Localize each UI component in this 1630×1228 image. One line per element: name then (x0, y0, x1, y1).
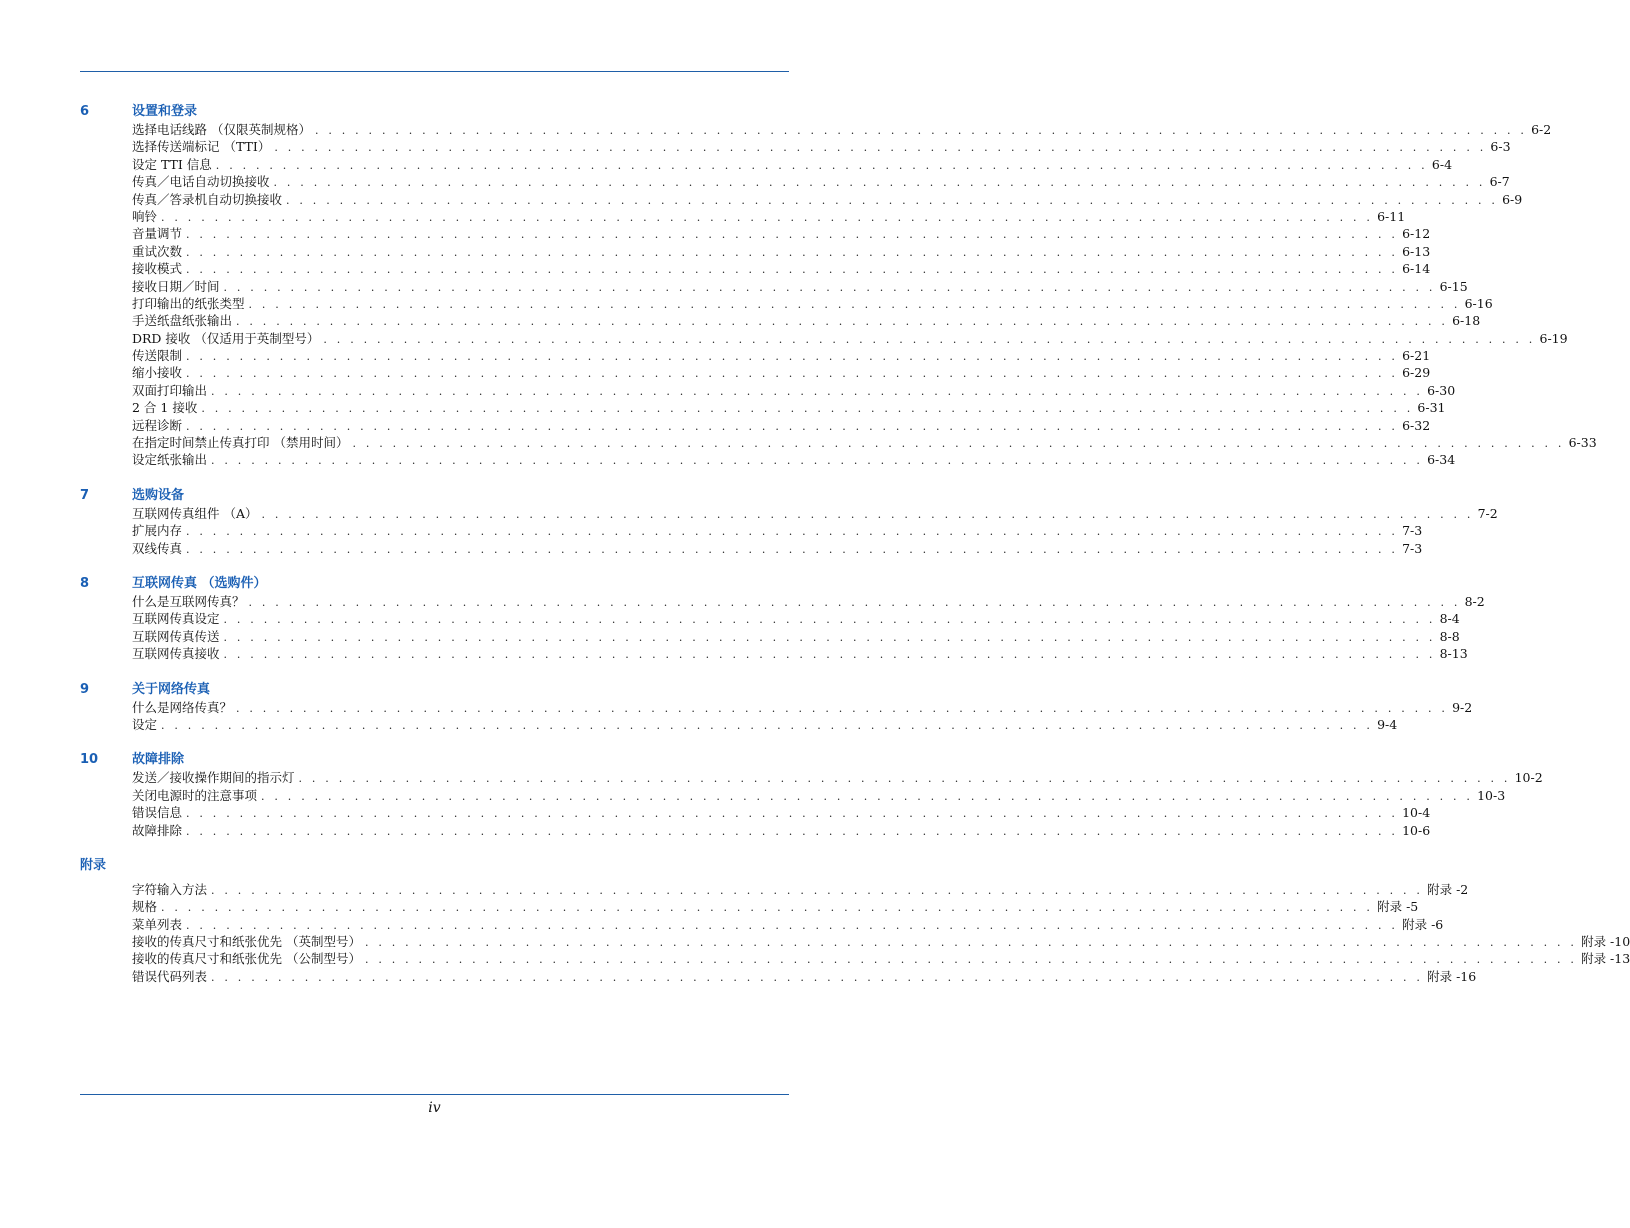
toc-entry-page: 6-9 (1502, 191, 1523, 207)
toc-entry[interactable] (132, 191, 1523, 208)
dot-leader: . . . . . . . . . . . . . . . . . . . . . . . . . . . . . . . . . . . . . . . . . . . . . . . . . . . . . . . . . . . . . . . . . . . . . . . . . . . . . . . . . . . . . . . . . . . (314, 124, 1528, 137)
toc-entry[interactable] (132, 716, 1398, 733)
toc-entry[interactable] (132, 278, 1468, 295)
toc-entry-title: 选择传送端标记 （TTI） (132, 139, 271, 155)
section-heading (80, 856, 759, 875)
toc-entry-page: 6-19 (1539, 330, 1568, 346)
dot-leader: . . . . . . . . . . . . . . . . . . . . . . . . . . . . . . . . . . . . . . . . . . . . . . . . . . . . . . . . . . . . . . . . . . . . . . . . . . . . . . . . . . . . . . . . . . . (201, 402, 1414, 416)
dot-leader: . . . . . . . . . . . . . . . . . . . . . . . . . . . . . . . . . . . . . . . . . . . . . . . . . . . . . . . . . . . . . . . . . . . . . . . . . . . . . . . . . . . . . . . . . . . (211, 454, 1424, 468)
toc-section (80, 856, 1630, 985)
section-heading (80, 102, 759, 121)
toc-entry-page: 8-2 (1464, 593, 1485, 609)
toc-entry-page: 6-16 (1464, 295, 1493, 311)
dot-leader: . . . . . . . . . . . . . . . . . . . . . . . . . . . . . . . . . . . . . . . . . . . . . . . . . . . . . . . . . . . . . . . . . . . . . . . . . . . . . . . . . . . . . . . . . . . (236, 315, 1449, 329)
toc-entry[interactable] (132, 593, 1485, 610)
dot-leader: . . . . . . . . . . . . . . . . . . . . . . . . . . . . . . . . . . . . . . . . . . . . . . . . . . . . . . . . . . . . . . . . . . . . . . . . . . . . . . . . . . . . . . . . . . . (298, 772, 1511, 786)
toc-entry-title: 菜单列表 (132, 916, 183, 932)
dot-leader: . . . . . . . . . . . . . . . . . . . . . . . . . . . . . . . . . . . . . . . . . . . . . . . . . . . . . . . . . . . . . . . . . . . . . . . . . . . . . . . . . . . . . . . . . . . (161, 901, 1374, 915)
toc-entry[interactable] (132, 451, 1456, 468)
toc-entry[interactable] (132, 225, 1431, 242)
toc-entry-page: 6-12 (1402, 226, 1431, 242)
toc-entry-page: 6-31 (1417, 400, 1446, 416)
toc-section (80, 574, 1485, 663)
toc-entry-title: 规格 (132, 899, 158, 915)
toc-entry[interactable] (132, 610, 1460, 627)
toc-entry-title: 什么是网络传真？ (132, 699, 233, 715)
toc-entry-page: 6-18 (1452, 313, 1481, 329)
toc-entry[interactable] (132, 364, 1431, 381)
dot-leader: . . . . . . . . . . . . . . . . . . . . . . . . . . . . . . . . . . . . . . . . . . . . . . . . . . . . . . . . . . . . . . . . . . . . . . . . . . . . . . . . . . . . . . . . . . . (186, 245, 1399, 259)
toc-entry-page: 8-13 (1439, 646, 1468, 662)
dot-leader: . . . . . . . . . . . . . . . . . . . . . . . . . . . . . . . . . . . . . . . . . . . . . . . . . . . . . . . . . . . . . . . . . . . . . . . . . . . . . . . . . . . . . . . . . . . (261, 507, 1474, 521)
dot-leader: . . . . . . . . . . . . . . . . . . . . . . . . . . . . . . . . . . . . . . . . . . . . . . . . . . . . . . . . . . . . . . . . . . . . . . . . . . . . . . . . . . . . . . . . . . . (223, 648, 1436, 662)
toc-entry[interactable] (132, 347, 1431, 364)
toc-entry[interactable] (132, 540, 1423, 557)
toc-entry-page: 附录 -13 (1581, 951, 1630, 967)
toc-entry-page: 7-3 (1402, 540, 1423, 556)
toc-entry[interactable] (132, 417, 1431, 434)
toc-section (80, 680, 1473, 734)
dot-leader: . . . . . . . . . . . . . . . . . . . . . . . . . . . . . . . . . . . . . . . . . . . . . . . . . . . . . . . . . . . . . . . . . . . . . . . . . . . . . . . . . . . . . . . . . . . (186, 918, 1399, 932)
dot-leader: . . . . . . . . . . . . . . . . . . . . . . . . . . . . . . . . . . . . . . . . . . . . . . . . . . . . . . . . . . . . . . . . . . . . . . . . . . . . . . . . . . . . . . . . . . . (286, 193, 1499, 207)
toc-entry-page: 10-3 (1477, 787, 1506, 803)
toc-entry-page: 10-2 (1514, 770, 1543, 786)
toc-entry-page: 6-2 (1531, 122, 1552, 137)
section-heading (80, 680, 759, 699)
toc-entry-title: 互联网传真接收 (132, 646, 220, 662)
dot-leader: . . . . . . . . . . . . . . . . . . . . . . . . . . . . . . . . . . . . . . . . . . . . . . . . . . . . . . . . . . . . . . . . . . . . . . . . . . . . . . . . . . . . . . . . . . . (211, 384, 1424, 398)
toc-entry[interactable] (132, 787, 1506, 804)
section-number: 9 (80, 681, 90, 697)
toc-entry[interactable] (132, 121, 1552, 138)
dot-leader: . . . . . . . . . . . . . . . . . . . . . . . . . . . . . . . . . . . . . . . . . . . . . . . . . . . . . . . . . . . . . . . . . . . . . . . . . . . . . . . . . . . . . . . . . . . (223, 613, 1436, 627)
toc-entry-page: 附录 -6 (1402, 916, 1444, 932)
toc-entry[interactable] (132, 399, 1446, 416)
toc-entry-title: 2 合 1 接收 (132, 400, 198, 416)
toc-entry-page: 附录 -10 (1581, 934, 1630, 950)
toc-entry-page: 10-4 (1402, 805, 1431, 821)
toc-entry-title: 接收日期／时间 (132, 278, 220, 294)
toc-entry-title: 设定 (132, 716, 158, 732)
dot-leader: . . . . . . . . . . . . . . . . . . . . . . . . . . . . . . . . . . . . . . . . . . . . . . . . . . . . . . . . . . . . . . . . . . . . . . . . . . . . . . . . . . . . . . . . . . . (364, 936, 1578, 950)
section-title[interactable]: 选购设备 (132, 487, 185, 503)
section-title[interactable]: 故障排除 (132, 752, 185, 768)
toc-entry[interactable] (132, 881, 1469, 898)
dot-leader: . . . . . . . . . . . . . . . . . . . . . . . . . . . . . . . . . . . . . . . . . . . . . . . . . . . . . . . . . . . . . . . . . . . . . . . . . . . . . . . . . . . . . . . . . . . (323, 332, 1536, 346)
section-title[interactable]: 互联网传真 （选购件） (132, 575, 267, 591)
page-number: iv (428, 1100, 441, 1116)
toc-entry-title: 互联网传真传送 (132, 628, 220, 644)
dot-leader: . . . . . . . . . . . . . . . . . . . . . . . . . . . . . . . . . . . . . . . . . . . . . . . . . . . . . . . . . . . . . . . . . . . . . . . . . . . . . . . . . . . . . . . . . . . (186, 525, 1399, 539)
toc-entry-page: 附录 -2 (1427, 881, 1469, 897)
toc-entry-page: 6-30 (1427, 382, 1456, 398)
dot-leader: . . . . . . . . . . . . . . . . . . . . . . . . . . . . . . . . . . . . . . . . . . . . . . . . . . . . . . . . . . . . . . . . . . . . . . . . . . . . . . . . . . . . . . . . . . . (186, 419, 1399, 433)
section-heading (80, 750, 759, 769)
dot-leader: . . . . . . . . . . . . . . . . . . . . . . . . . . . . . . . . . . . . . . . . . . . . . . . . . . . . . . . . . . . . . . . . . . . . . . . . . . . . . . . . . . . . . . . . . . . (248, 297, 1461, 311)
toc-entry[interactable] (132, 916, 1444, 933)
toc-entry-title: 什么是互联网传真？ (132, 593, 245, 609)
toc-entry-title: 扩展内存 (132, 523, 183, 539)
dot-leader: . . . . . . . . . . . . . . . . . . . . . . . . . . . . . . . . . . . . . . . . . . . . . . . . . . . . . . . . . . . . . . . . . . . . . . . . . . . . . . . . . . . . . . . . . . . (248, 595, 1461, 609)
toc-entry[interactable] (132, 933, 1630, 950)
dot-leader: . . . . . . . . . . . . . . . . . . . . . . . . . . . . . . . . . . . . . . . . . . . . . . . . . . . . . . . . . . . . . . . . . . . . . . . . . . . . . . . . . . . . . . . . . . . (186, 367, 1399, 381)
toc-entry[interactable] (132, 769, 1543, 786)
section-number: 8 (80, 575, 90, 591)
toc-entry-title: 关闭电源时的注意事项 (132, 787, 258, 803)
dot-leader: . . . . . . . . . . . . . . . . . . . . . . . . . . . . . . . . . . . . . . . . . . . . . . . . . . . . . . . . . . . . . . . . . . . . . . . . . . . . . . . . . . . . . . . . . . . (211, 970, 1424, 984)
toc-entry-page: 6-3 (1490, 139, 1511, 155)
toc-entry-title: 重试次数 (132, 243, 183, 259)
toc-entry[interactable] (132, 628, 1460, 645)
toc-entry-title: 故障排除 (132, 822, 183, 838)
toc-entry-page: 6-14 (1402, 261, 1431, 277)
header-rule (80, 71, 789, 72)
dot-leader: . . . . . . . . . . . . . . . . . . . . . . . . . . . . . . . . . . . . . . . . . . . . . . . . . . . . . . . . . . . . . . . . . . . . . . . . . . . . . . . . . . . . . . . . . . . (186, 807, 1399, 821)
toc-entry-title: 传真／电话自动切换接收 (132, 174, 270, 190)
toc-entry-title: 互联网传真组件 （A） (132, 505, 258, 521)
toc-entry-title: 设定纸张输出 (132, 452, 208, 468)
dot-leader: . . . . . . . . . . . . . . . . . . . . . . . . . . . . . . . . . . . . . . . . . . . . . . . . . . . . . . . . . . . . . . . . . . . . . . . . . . . . . . . . . . . . . . . . . . . (364, 953, 1578, 967)
toc-entry-page: 7-3 (1402, 523, 1423, 539)
section-number: 10 (80, 752, 99, 768)
toc-entry-page: 8-4 (1439, 611, 1460, 627)
toc-entry-title: 接收的传真尺寸和纸张优先 （公制型号） (132, 951, 361, 967)
toc-entry[interactable] (132, 645, 1468, 662)
toc-entry[interactable] (132, 898, 1419, 915)
toc-entry[interactable] (132, 156, 1453, 173)
toc-entry-title: 错误信息 (132, 805, 183, 821)
toc-entry-list (132, 699, 1473, 734)
toc-entry-page: 6-32 (1402, 417, 1431, 433)
toc-entry-list (132, 593, 1485, 663)
dot-leader: . . . . . . . . . . . . . . . . . . . . . . . . . . . . . . . . . . . . . . . . . . . . . . . . . . . . . . . . . . . . . . . . . . . . . . . . . . . . . . . . . . . . . . . . . . . (236, 701, 1449, 715)
toc-entry-title: 响铃 (132, 208, 158, 224)
toc-entry-title: 发送／接收操作期间的指示灯 (132, 770, 295, 786)
toc-entry-page: 6-15 (1439, 278, 1468, 294)
toc-entry[interactable] (132, 260, 1431, 277)
toc-entry-title: 传送限制 (132, 348, 183, 364)
toc-entry[interactable] (132, 505, 1498, 522)
toc-entry[interactable] (132, 699, 1473, 716)
toc-entry-title: 互联网传真设定 (132, 611, 220, 627)
dot-leader: . . . . . . . . . . . . . . . . . . . . . . . . . . . . . . . . . . . . . . . . . . . . . . . . . . . . . . . . . . . . . . . . . . . . . . . . . . . . . . . . . . . . . . . . . . . (186, 228, 1399, 242)
toc-entry-title: 字符输入方法 (132, 881, 208, 897)
footer-rule (80, 1094, 789, 1095)
dot-leader: . . . . . . . . . . . . . . . . . . . . . . . . . . . . . . . . . . . . . . . . . . . . . . . . . . . . . . . . . . . . . . . . . . . . . . . . . . . . . . . . . . . . . . . . . . . (215, 158, 1428, 172)
toc-entry-page: 6-4 (1431, 156, 1453, 172)
toc-entry-title: 双线传真 (132, 540, 183, 556)
toc-entry[interactable] (132, 330, 1568, 347)
toc-entry-title: DRD 接收 （仅适用于英制型号） (132, 330, 320, 346)
dot-leader: . . . . . . . . . . . . . . . . . . . . . . . . . . . . . . . . . . . . . . . . . . . . . . . . . . . . . . . . . . . . . . . . . . . . . . . . . . . . . . . . . . . . . . . . . . . (273, 176, 1486, 190)
toc-entry-title: 选择电话线路 （仅限英制规格） (132, 122, 311, 137)
toc-entry-page: 6-33 (1568, 435, 1597, 451)
dot-leader: . . . . . . . . . . . . . . . . . . . . . . . . . . . . . . . . . . . . . . . . . . . . . . . . . . . . . . . . . . . . . . . . . . . . . . . . . . . . . . . . . . . . . . . . . . . (223, 280, 1436, 294)
toc-entry-title: 接收模式 (132, 261, 183, 277)
toc-entry-title: 缩小接收 (132, 365, 183, 381)
toc-entry[interactable] (132, 804, 1431, 821)
toc-entry[interactable] (132, 434, 1597, 451)
toc-entry-page: 6-21 (1402, 348, 1431, 364)
section-title[interactable]: 关于网络传真 (132, 681, 211, 697)
toc-entry-title: 手送纸盘纸张输出 (132, 313, 233, 329)
toc-entry-title: 在指定时间禁止传真打印 （禁用时间） (132, 435, 349, 451)
toc-entry[interactable] (132, 208, 1406, 225)
toc-section (80, 486, 1498, 557)
toc-entry-page: 7-2 (1477, 505, 1498, 521)
toc-entry-page: 附录 -16 (1427, 968, 1477, 984)
toc-entry-page: 9-4 (1377, 716, 1398, 732)
toc-entry-title: 传真／答录机自动切换接收 (132, 191, 283, 207)
toc-entry-title: 设定 TTI 信息 (132, 156, 212, 172)
dot-leader: . . . . . . . . . . . . . . . . . . . . . . . . . . . . . . . . . . . . . . . . . . . . . . . . . . . . . . . . . . . . . . . . . . . . . . . . . . . . . . . . . . . . . . . . . . . (186, 350, 1399, 364)
toc-entry-page: 6-29 (1402, 365, 1431, 381)
dot-leader: . . . . . . . . . . . . . . . . . . . . . . . . . . . . . . . . . . . . . . . . . . . . . . . . . . . . . . . . . . . . . . . . . . . . . . . . . . . . . . . . . . . . . . . . . . . (186, 824, 1399, 838)
toc-entry-title: 打印输出的纸张类型 (132, 295, 245, 311)
dot-leader: . . . . . . . . . . . . . . . . . . . . . . . . . . . . . . . . . . . . . . . . . . . . . . . . . . . . . . . . . . . . . . . . . . . . . . . . . . . . . . . . . . . . . . . . . . . (352, 437, 1565, 451)
dot-leader: . . . . . . . . . . . . . . . . . . . . . . . . . . . . . . . . . . . . . . . . . . . . . . . . . . . . . . . . . . . . . . . . . . . . . . . . . . . . . . . . . . . . . . . . . . . (274, 141, 1487, 155)
dot-leader: . . . . . . . . . . . . . . . . . . . . . . . . . . . . . . . . . . . . . . . . . . . . . . . . . . . . . . . . . . . . . . . . . . . . . . . . . . . . . . . . . . . . . . . . . . . (161, 210, 1374, 224)
section-title[interactable]: 附录 (80, 857, 107, 873)
table-of-contents (80, 102, 1630, 1002)
toc-entry-list (132, 121, 1597, 469)
toc-entry-title: 远程诊断 (132, 417, 183, 433)
section-heading (80, 574, 759, 593)
section-heading (80, 486, 759, 505)
toc-entry[interactable] (132, 522, 1423, 539)
toc-entry[interactable] (132, 382, 1456, 399)
toc-entry[interactable] (132, 950, 1630, 967)
toc-entry-page: 6-13 (1402, 243, 1431, 259)
dot-leader: . . . . . . . . . . . . . . . . . . . . . . . . . . . . . . . . . . . . . . . . . . . . . . . . . . . . . . . . . . . . . . . . . . . . . . . . . . . . . . . . . . . . . . . . . . . (211, 883, 1424, 897)
toc-entry-title: 音量调节 (132, 226, 183, 242)
toc-entry[interactable] (132, 138, 1511, 155)
toc-entry-page: 9-2 (1452, 699, 1473, 715)
toc-entry[interactable] (132, 968, 1477, 985)
toc-section (80, 750, 1543, 839)
toc-entry-title: 双面打印输出 (132, 382, 208, 398)
toc-entry-title: 接收的传真尺寸和纸张优先 （英制型号） (132, 934, 361, 950)
dot-leader: . . . . . . . . . . . . . . . . . . . . . . . . . . . . . . . . . . . . . . . . . . . . . . . . . . . . . . . . . . . . . . . . . . . . . . . . . . . . . . . . . . . . . . . . . . . (186, 263, 1399, 277)
section-number: 7 (80, 487, 90, 503)
toc-entry-list (132, 769, 1543, 839)
toc-entry-page: 6-7 (1489, 174, 1510, 190)
section-number: 6 (80, 104, 90, 119)
toc-entry[interactable] (132, 312, 1481, 329)
toc-entry[interactable] (132, 295, 1493, 312)
toc-entry-page: 8-8 (1439, 628, 1460, 644)
toc-entry[interactable] (132, 243, 1431, 260)
toc-entry[interactable] (132, 822, 1431, 839)
toc-entry-page: 附录 -5 (1377, 899, 1419, 915)
toc-section (80, 102, 1597, 469)
toc-entry-list (132, 881, 1630, 985)
toc-entry-title: 错误代码列表 (132, 968, 208, 984)
section-title[interactable]: 设置和登录 (132, 104, 198, 119)
toc-entry-page: 10-6 (1402, 822, 1431, 838)
dot-leader: . . . . . . . . . . . . . . . . . . . . . . . . . . . . . . . . . . . . . . . . . . . . . . . . . . . . . . . . . . . . . . . . . . . . . . . . . . . . . . . . . . . . . . . . . . . (223, 630, 1436, 644)
dot-leader: . . . . . . . . . . . . . . . . . . . . . . . . . . . . . . . . . . . . . . . . . . . . . . . . . . . . . . . . . . . . . . . . . . . . . . . . . . . . . . . . . . . . . . . . . . . (186, 542, 1399, 556)
dot-leader: . . . . . . . . . . . . . . . . . . . . . . . . . . . . . . . . . . . . . . . . . . . . . . . . . . . . . . . . . . . . . . . . . . . . . . . . . . . . . . . . . . . . . . . . . . . (161, 718, 1374, 732)
toc-entry-list (132, 505, 1498, 557)
toc-entry-page: 6-34 (1427, 452, 1456, 468)
dot-leader: . . . . . . . . . . . . . . . . . . . . . . . . . . . . . . . . . . . . . . . . . . . . . . . . . . . . . . . . . . . . . . . . . . . . . . . . . . . . . . . . . . . . . . . . . . . (261, 789, 1474, 803)
toc-entry[interactable] (132, 173, 1510, 190)
toc-entry-page: 6-11 (1377, 208, 1406, 224)
